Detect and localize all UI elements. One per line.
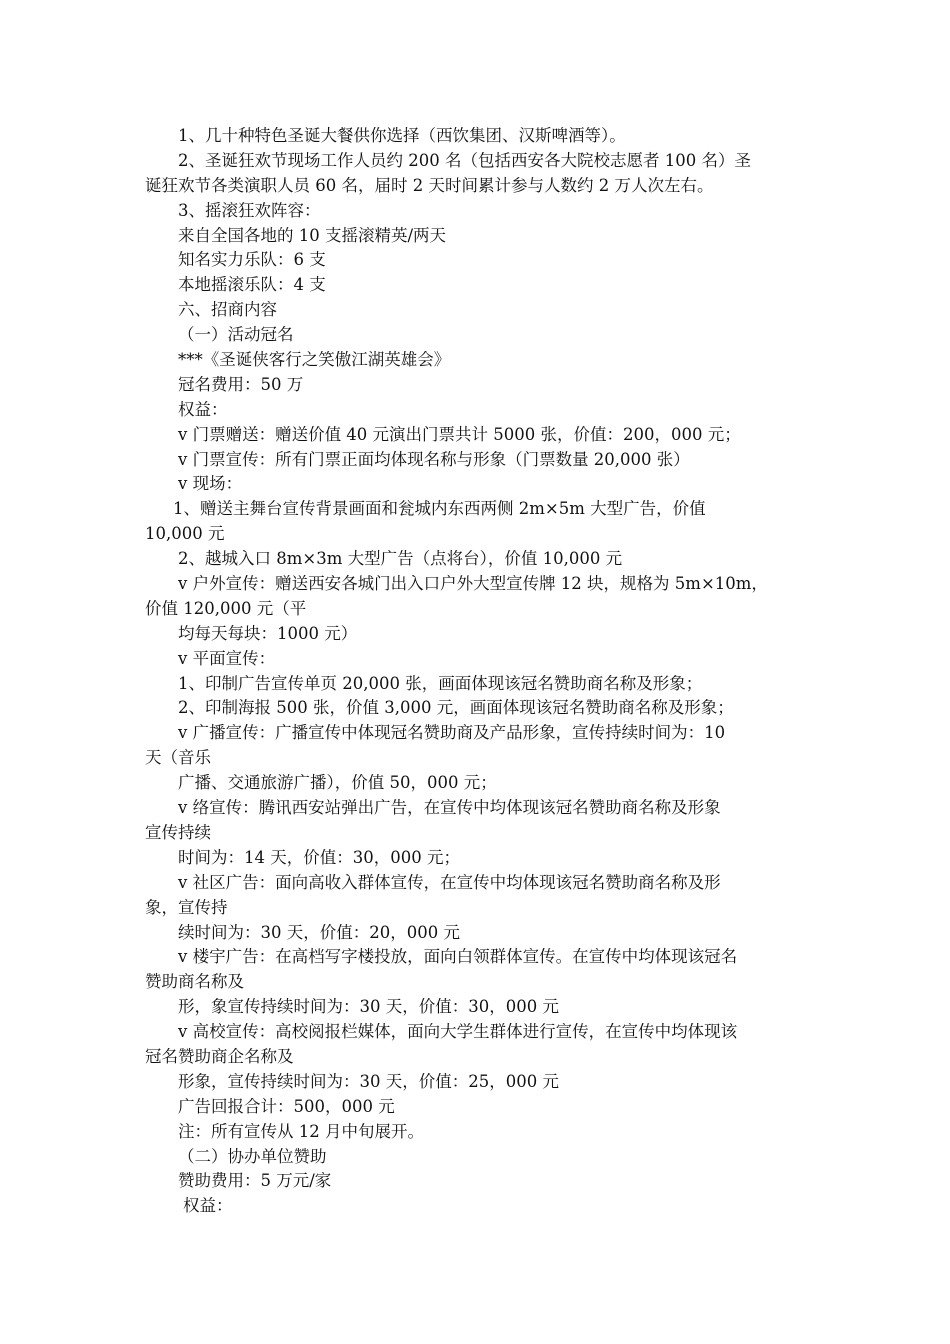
- text-line: 1、几十种特色圣诞大餐供你选择（西饮集团、汉斯啤酒等）。: [178, 126, 626, 145]
- text-line: 权益：: [183, 1196, 233, 1216]
- text-line: 六、招商内容: [178, 300, 277, 320]
- text-line: 时间为：14 天，价值：30，000 元；: [178, 847, 460, 867]
- text-line: 宣传持续: [145, 822, 211, 842]
- text-line: 2、圣诞狂欢节现场工作人员约 200 名（包括西安各大院校志愿者 100 名）圣: [178, 150, 751, 170]
- document-body: [145, 124, 810, 1219]
- text-line: v 社区广告：面向高收入群体宣传，在宣传中均体现该冠名赞助商名称及形: [178, 872, 721, 892]
- text-line: 1、印制广告宣传单页 20,000 张，画面体现该冠名赞助商名称及形象；: [178, 673, 703, 693]
- text-line: v 广播宣传：广播宣传中体现冠名赞助商及产品形象，宣传持续时间为：10: [178, 723, 726, 743]
- text-line: 权益：: [178, 399, 228, 419]
- text-line: 3、摇滚狂欢阵容：: [178, 200, 321, 220]
- text-line: v 门票宣传：所有门票正面均体现名称与形象（门票数量 20,000 张）: [178, 449, 690, 469]
- text-line: 2、印制海报 500 张，价值 3,000 元，画面体现该冠名赞助商名称及形象；: [178, 698, 734, 718]
- text-line: v 户外宣传：赠送西安各城门出入口户外大型宣传牌 12 块，规格为 5m×10m，: [178, 574, 768, 594]
- text-line: 赞助费用：5 万元/家: [178, 1171, 332, 1191]
- text-line: 1、赠送主舞台宣传背景画面和瓮城内东西两侧 2m×5m 大型广告，价值: [173, 499, 706, 519]
- text-line: 广播、交通旅游广播），价值 50，000 元；: [178, 773, 497, 793]
- text-line: 续时间为：30 天，价值：20，000 元: [178, 922, 460, 942]
- text-line: v 络宣传：腾讯西安站弹出广告，在宣传中均体现该冠名赞助商名称及形象: [178, 798, 721, 818]
- text-line: 冠名费用：50 万: [178, 374, 304, 394]
- text-line: 本地摇滚乐队：4 支: [178, 275, 326, 295]
- text-line: 10,000 元: [145, 524, 225, 544]
- text-line: 广告回报合计：500，000 元: [178, 1096, 395, 1116]
- text-line: v 门票赠送：赠送价值 40 元演出门票共计 5000 张，价值：200，000 元；: [178, 424, 741, 444]
- text-line: v 现场：: [178, 474, 243, 494]
- text-line: 诞狂欢节各类演职人员 60 名，届时 2 天时间累计参与人数约 2 万人次左右。: [145, 175, 714, 195]
- text-line: 冠名赞助商企名称及: [145, 1046, 294, 1066]
- text-line: 象，宣传持: [145, 897, 228, 917]
- text-line: v 平面宣传：: [178, 648, 276, 668]
- text-line: 赞助商名称及: [145, 972, 244, 992]
- text-line: 形象，宣传持续时间为：30 天，价值：25，000 元: [178, 1071, 559, 1091]
- section-heading: （二）协办单位赞助: [178, 1146, 327, 1166]
- text-line: 价值 120,000 元（平: [145, 598, 307, 618]
- text-line: 形，象宣传持续时间为：30 天，价值：30，000 元: [178, 997, 559, 1017]
- text-line: 注：所有宣传从 12 月中旬展开。: [178, 1121, 424, 1141]
- text-line: ***《圣诞侠客行之笑傲江湖英雄会》: [178, 350, 451, 370]
- text-line: 知名实力乐队：6 支: [178, 250, 326, 270]
- text-line: 来自全国各地的 10 支摇滚精英/两天: [178, 225, 447, 245]
- section-heading: （一）活动冠名: [178, 325, 294, 345]
- text-line: 2、越城入口 8m×3m 大型广告（点将台），价值 10,000 元: [178, 549, 623, 569]
- text-line: 均每天每块：1000 元）: [178, 623, 358, 643]
- text-line: v 楼宇广告：在高档写字楼投放，面向白领群体宣传。在宣传中均体现该冠名: [178, 947, 738, 967]
- text-line: v 高校宣传：高校阅报栏媒体，面向大学生群体进行宣传，在宣传中均体现该: [178, 1022, 738, 1042]
- text-line: 天（音乐: [145, 748, 211, 768]
